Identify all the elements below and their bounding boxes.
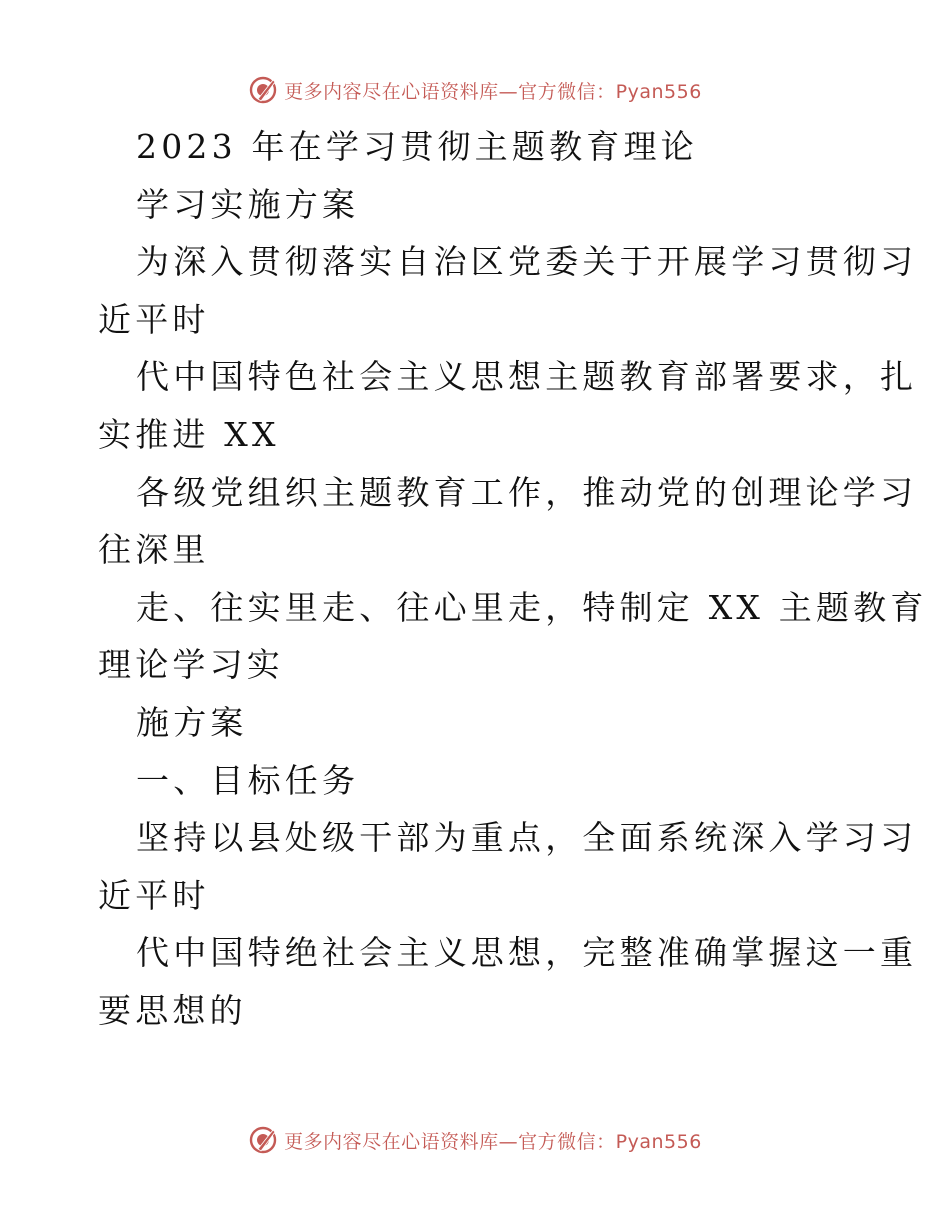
document-line: 2023 年在学习贯彻主题教育理论	[136, 127, 698, 166]
document-line: 代中国特色社会主义思想主题教育部署要求，扎	[136, 357, 918, 397]
watermark-text: 更多内容尽在心语资料库—官方微信：Pyan556	[284, 80, 702, 103]
document-line: 坚持以县处级干部为重点，全面系统深入学习习	[136, 818, 918, 858]
document-line: 施方案	[136, 702, 248, 742]
document-line: 走、往实里走、往心里走，特制定 XX 主题教育	[136, 587, 928, 627]
document-body	[98, 118, 928, 1040]
document-line: 往深里	[98, 530, 210, 570]
watermark-header	[0, 70, 950, 110]
document-line: 一、目标任务	[136, 760, 360, 800]
document-line: 实推进 XX	[98, 414, 280, 454]
document-line: 要思想的	[98, 990, 247, 1030]
document-line: 理论学习实	[98, 645, 284, 685]
quill-logo-icon	[248, 1125, 278, 1155]
watermark-footer	[0, 1120, 950, 1160]
quill-logo-icon	[248, 75, 278, 105]
document-line: 为深入贯彻落实自治区党委关于开展学习贯彻习	[136, 242, 918, 282]
document-line: 各级党组织主题教育工作，推动党的创理论学习	[136, 472, 918, 512]
document-line: 代中国特绝社会主义思想，完整准确掌握这一重	[136, 933, 918, 973]
document-line: 学习实施方案	[136, 184, 360, 224]
document-line: 近平时	[98, 299, 210, 339]
document-line: 近平时	[98, 875, 210, 915]
watermark-text: 更多内容尽在心语资料库—官方微信：Pyan556	[284, 1130, 702, 1153]
